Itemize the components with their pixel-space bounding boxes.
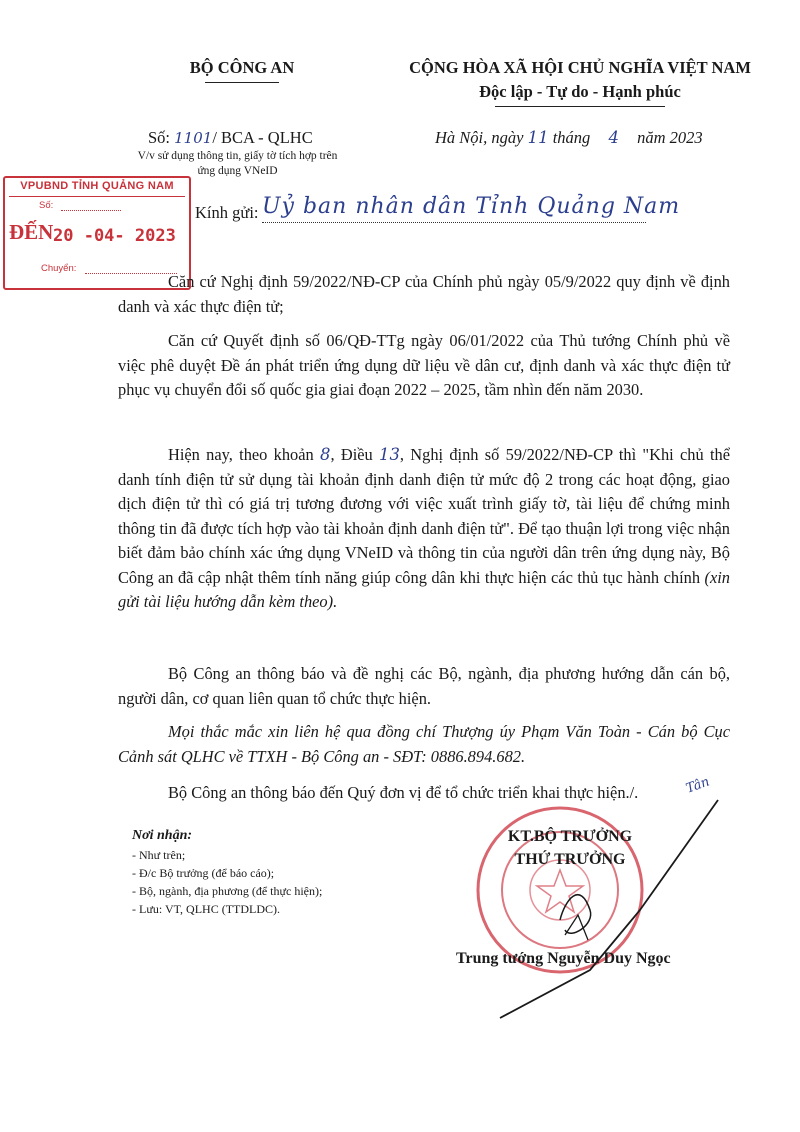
agency-underline: [205, 82, 279, 83]
stamp-office: VPUBND TỈNH QUẢNG NAM: [20, 180, 174, 192]
handwritten-signature: [470, 760, 770, 1020]
signature-title-1: KT.BỘ TRƯỞNG: [507, 828, 633, 845]
paragraph-main: [118, 443, 730, 615]
signature-title-2: THỨ TRƯỞNG: [514, 851, 626, 868]
recipient-item-3: - Bộ, ngành, địa phương (để thực hiện);: [132, 884, 323, 898]
paragraph-closing: Bộ Công an thông báo đến Quý đơn vị để tổ chức triển khai thực hiện./.: [168, 783, 639, 802]
doc-number-suffix: / BCA - QLHC: [212, 128, 313, 147]
month-label: tháng: [552, 128, 591, 147]
motto: Độc lập - Tự do - Hạnh phúc: [479, 82, 681, 101]
doc-number-prefix: Số:: [148, 128, 171, 147]
stamp-so-dots: [61, 210, 121, 211]
doc-number-handwritten: 1101: [174, 129, 213, 147]
p3-article: , Điều: [330, 445, 373, 464]
agency-name: BỘ CÔNG AN: [189, 58, 295, 77]
p3-body: , Nghị định số 59/2022/NĐ-CP thì "Khi chủ thể danh tính điện tử sử dụng tài khoản định danh điện tử mức độ 2 trong các hoạt động, giao dịch điện tử thì có giá trị tương đương với việc xuất trình giấy tờ, tài liệu để chứng minh thông tin đã được tích hợp vào tài khoản định danh điện tử". Để tạo thuận lợi trong việc nhận biết đảm bảo chính xác ứng dụng VNeID và thông tin của người dân trên ứng dụng này, Bộ Công an đã cập nhật thêm tính năng giúp công dân khi thực hiện các thủ tục hành chính: [118, 445, 730, 587]
stamp-received-date: 20 -04- 2023: [53, 226, 176, 246]
paragraph-legal-basis-1: Căn cứ Nghị định 59/2022/NĐ-CP của Chính phủ ngày 05/9/2022 quy định về định danh và xác thực điện tử;: [118, 272, 730, 316]
place-prefix: Hà Nội, ngày: [435, 128, 524, 147]
paragraph-contact: Mọi thắc mắc xin liên hệ qua đồng chí Thượng úy Phạm Văn Toàn - Cán bộ Cục Cảnh sát QLHC về TTXH - Bộ Công an - SĐT: 0886.894.682.: [118, 722, 730, 766]
subject-line-1: V/v sử dụng thông tin, giấy tờ tích hợp trên: [137, 150, 338, 162]
stamp-den-label: ĐẾN: [9, 220, 54, 244]
recipient-handwritten: Uỷ ban nhân dân Tỉnh Quảng Nam: [262, 194, 681, 219]
recipient-label: Kính gửi:: [195, 203, 259, 222]
initials-handwritten: Tân: [684, 774, 712, 797]
stamp-chuyen-label: Chuyển:: [41, 263, 77, 274]
stamp-divider: [9, 196, 185, 197]
p3-attachment-note: (xin gửi tài liệu hướng dẫn kèm theo).: [118, 567, 730, 611]
subject-line-2: ứng dụng VNeID: [197, 165, 278, 177]
recipients-title: Nơi nhận:: [132, 828, 193, 843]
recipient-dotted-line: [262, 222, 646, 223]
article-number-handwritten: 13: [379, 445, 400, 464]
month-handwritten: 4: [608, 128, 619, 147]
recipient-item-1: - Như trên;: [132, 848, 186, 862]
stamp-so-label: Số:: [39, 200, 54, 211]
recipient-item-4: - Lưu: VT, QLHC (TTDLDC).: [132, 902, 281, 916]
document-number: [148, 128, 313, 148]
paragraph-request: Bộ Công an thông báo và đề nghị các Bộ, ngành, địa phương hướng dẫn cán bộ, người dân, cơ quan liên quan tổ chức thực hiện.: [118, 664, 730, 708]
recipient-item-2: - Đ/c Bộ trưởng (để báo cáo);: [132, 866, 275, 880]
signer-name: Trung tướng Nguyễn Duy Ngọc: [456, 950, 671, 967]
p3-start: Hiện nay, theo khoản: [168, 445, 314, 464]
document-date: [435, 128, 703, 148]
country-name: CỘNG HÒA XÃ HỘI CHỦ NGHĨA VIỆT NAM: [409, 58, 751, 77]
year-label: năm 2023: [637, 128, 703, 147]
clause-number-handwritten: 8: [320, 445, 331, 464]
motto-underline: [495, 106, 665, 107]
paragraph-legal-basis-2: Căn cứ Quyết định số 06/QĐ-TTg ngày 06/01/2022 của Thủ tướng Chính phủ về việc phê duyệt Đề án phát triển ứng dụng dữ liệu về dân cư, định danh và xác thực điện tử phục vụ chuyển đổi số quốc gia giai đoạn 2022 – 2025, tầm nhìn đến năm 2030.: [118, 331, 730, 399]
day-handwritten: 11: [527, 128, 549, 147]
